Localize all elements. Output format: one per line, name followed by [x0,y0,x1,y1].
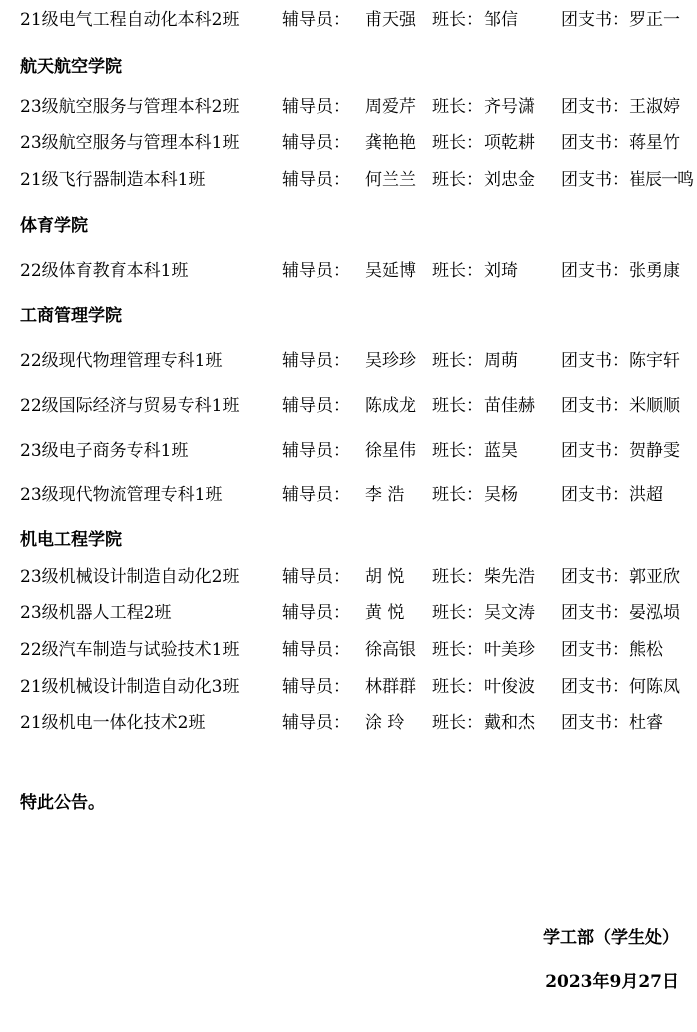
secretary-label: 团支书： [561,603,629,623]
section-heading-sports: 体育学院 [20,216,88,236]
class-row [20,260,680,282]
counselor-label: 辅导员： [282,351,350,371]
class-row [20,566,680,588]
counselor-name: 徐星伟 [365,441,416,461]
secretary-label: 团支书： [561,567,629,587]
class-name: 23级航空服务与管理本科2班 [20,97,240,117]
monitor-name: 戴和杰 [484,713,535,733]
monitor-label: 班长： [432,133,483,153]
class-row [20,132,680,154]
secretary-label: 团支书： [561,261,629,281]
class-name: 22级现代物理管理专科1班 [20,351,223,371]
section-heading-aerospace: 航天航空学院 [20,57,122,77]
counselor-label: 辅导员： [282,396,350,416]
issuer-signature: 学工部（学生处） [543,928,679,948]
secretary-label: 团支书： [561,10,629,30]
monitor-name: 柴先浩 [484,567,535,587]
counselor-label: 辅导员： [282,10,350,30]
class-row [20,484,663,506]
counselor-label: 辅导员： [282,97,350,117]
closing-statement: 特此公告。 [20,793,105,813]
monitor-label: 班长： [432,396,483,416]
counselor-label: 辅导员： [282,640,350,660]
section-heading-mechatronics: 机电工程学院 [20,530,122,550]
monitor-name: 周萌 [484,351,518,371]
secretary-name: 晏泓埙 [629,603,680,623]
class-name: 22级汽车制造与试验技术1班 [20,640,240,660]
issue-date: 2023年9月27日 [545,972,679,992]
counselor-label: 辅导员： [282,485,350,505]
counselor-name: 龚艳艳 [365,133,416,153]
monitor-label: 班长： [432,485,483,505]
class-name: 21级电气工程自动化本科2班 [20,10,240,30]
secretary-name: 王淑婷 [629,97,680,117]
secretary-name: 张勇康 [629,261,680,281]
monitor-label: 班长： [432,97,483,117]
secretary-label: 团支书： [561,713,629,733]
counselor-label: 辅导员： [282,603,350,623]
monitor-label: 班长： [432,351,483,371]
class-row [20,395,680,417]
monitor-name: 刘忠金 [484,170,535,190]
monitor-label: 班长： [432,10,483,30]
class-name: 21级机电一体化技术2班 [20,713,206,733]
counselor-name: 周爱芹 [365,97,416,117]
counselor-name: 吴延博 [365,261,416,281]
class-name: 23级航空服务与管理本科1班 [20,133,240,153]
class-row [20,9,680,31]
secretary-name: 崔辰一鸣 [629,170,693,190]
counselor-label: 辅导员： [282,261,350,281]
counselor-name: 徐高银 [365,640,416,660]
class-name: 21级飞行器制造本科1班 [20,170,206,190]
monitor-name: 苗佳赫 [484,396,535,416]
class-row [20,350,680,372]
counselor-name: 林群群 [365,677,416,697]
secretary-name: 蒋星竹 [629,133,680,153]
class-row [20,169,693,191]
secretary-name: 贺静雯 [629,441,680,461]
class-name: 23级现代物流管理专科1班 [20,485,223,505]
counselor-label: 辅导员： [282,441,350,461]
monitor-label: 班长： [432,640,483,660]
monitor-name: 邹信 [484,10,518,30]
class-row [20,676,680,698]
secretary-name: 洪超 [629,485,663,505]
monitor-name: 叶俊波 [484,677,535,697]
counselor-label: 辅导员： [282,567,350,587]
secretary-name: 郭亚欣 [629,567,680,587]
class-name: 22级国际经济与贸易专科1班 [20,396,240,416]
class-name: 22级体育教育本科1班 [20,261,189,281]
monitor-label: 班长： [432,261,483,281]
monitor-name: 刘琦 [484,261,518,281]
class-name: 23级电子商务专科1班 [20,441,189,461]
counselor-name: 胡 悦 [365,567,405,587]
secretary-label: 团支书： [561,640,629,660]
secretary-name: 米顺顺 [629,396,680,416]
monitor-label: 班长： [432,441,483,461]
secretary-label: 团支书： [561,133,629,153]
monitor-name: 吴杨 [484,485,518,505]
monitor-label: 班长： [432,603,483,623]
monitor-label: 班长： [432,170,483,190]
monitor-name: 齐号潇 [484,97,535,117]
secretary-label: 团支书： [561,396,629,416]
monitor-label: 班长： [432,567,483,587]
monitor-label: 班长： [432,677,483,697]
secretary-label: 团支书： [561,170,629,190]
secretary-name: 杜睿 [629,713,663,733]
class-name: 23级机械设计制造自动化2班 [20,567,240,587]
counselor-name: 涂 玲 [365,713,405,733]
secretary-label: 团支书： [561,351,629,371]
secretary-label: 团支书： [561,441,629,461]
counselor-name: 黄 悦 [365,603,405,623]
monitor-name: 项乾耕 [484,133,535,153]
monitor-label: 班长： [432,713,483,733]
counselor-label: 辅导员： [282,677,350,697]
class-row [20,639,663,661]
counselor-name: 李 浩 [365,485,405,505]
counselor-label: 辅导员： [282,133,350,153]
monitor-name: 蓝昊 [484,441,518,461]
secretary-name: 何陈凤 [629,677,680,697]
secretary-name: 罗正一 [629,10,680,30]
counselor-label: 辅导员： [282,170,350,190]
class-row [20,96,680,118]
class-row [20,440,680,462]
class-row [20,712,663,734]
monitor-name: 叶美珍 [484,640,535,660]
monitor-name: 吴文涛 [484,603,535,623]
class-name: 21级机械设计制造自动化3班 [20,677,240,697]
secretary-name: 熊松 [629,640,663,660]
class-name: 23级机器人工程2班 [20,603,172,623]
secretary-label: 团支书： [561,485,629,505]
secretary-label: 团支书： [561,677,629,697]
counselor-name: 甫天强 [365,10,416,30]
counselor-label: 辅导员： [282,713,350,733]
section-heading-business: 工商管理学院 [20,306,122,326]
counselor-name: 吴珍珍 [365,351,416,371]
class-row [20,602,680,624]
counselor-name: 何兰兰 [365,170,416,190]
counselor-name: 陈成龙 [365,396,416,416]
secretary-label: 团支书： [561,97,629,117]
secretary-name: 陈宇轩 [629,351,680,371]
